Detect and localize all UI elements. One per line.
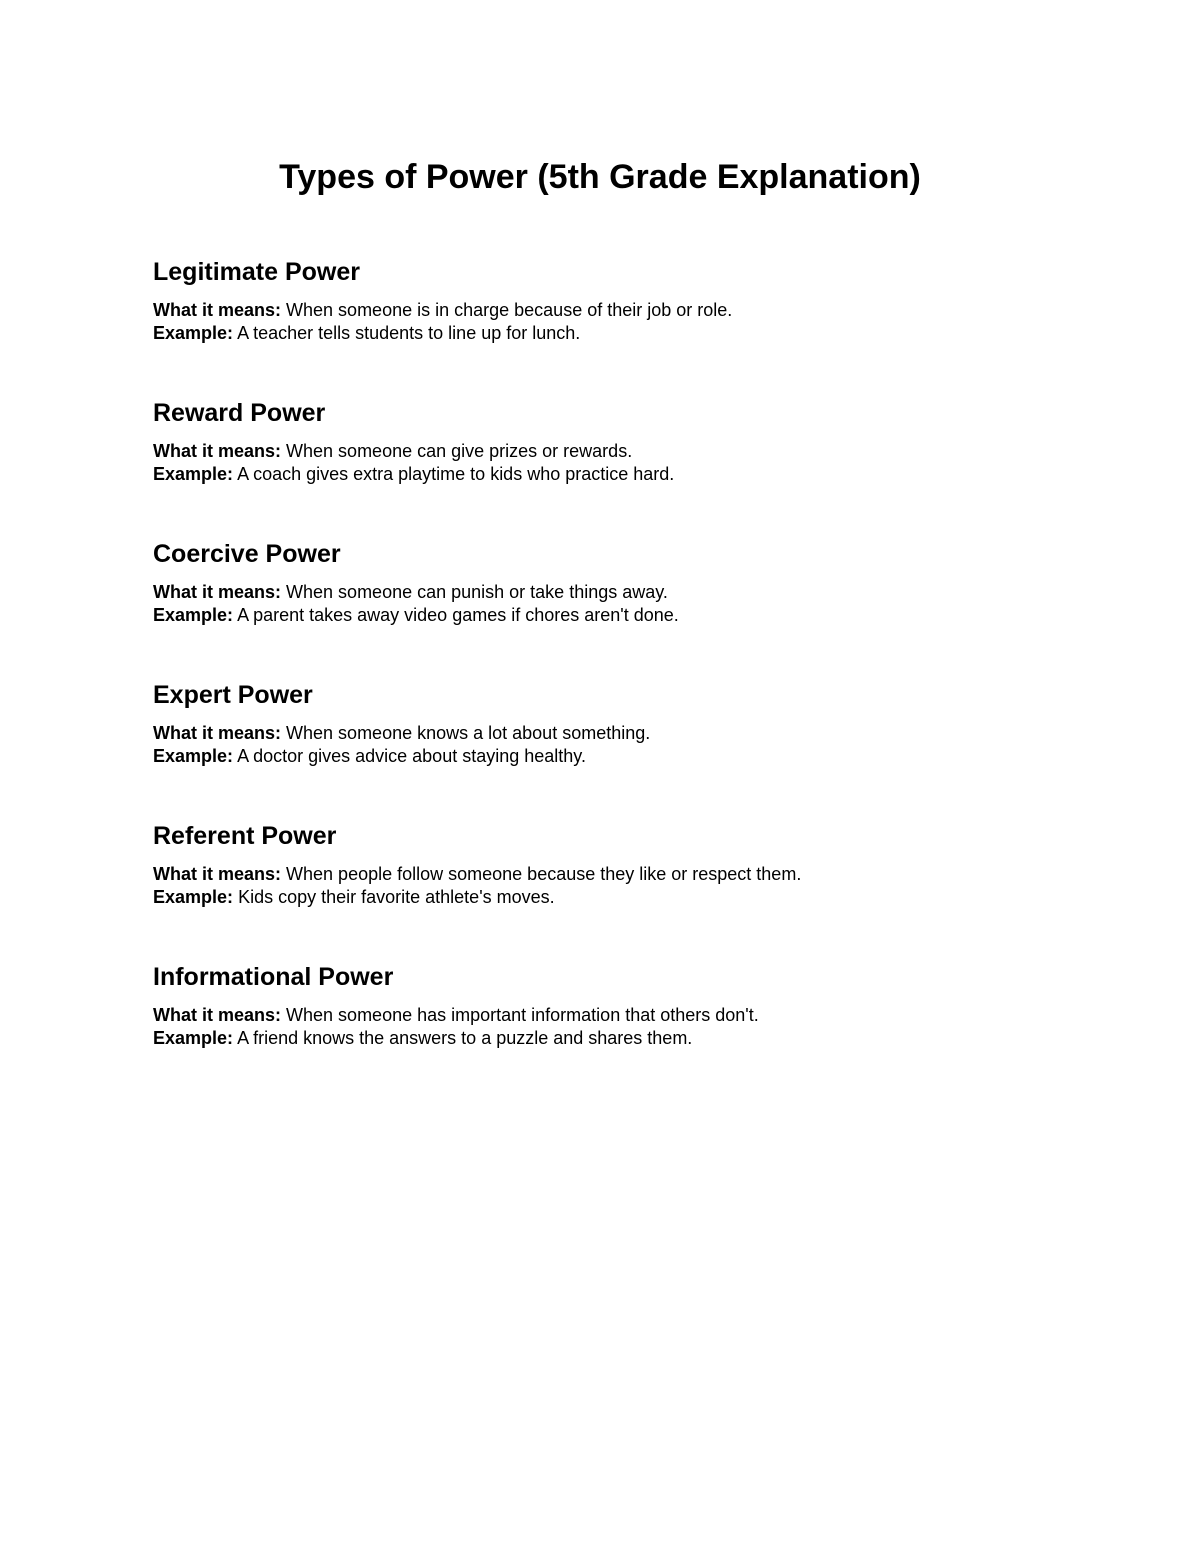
meaning-label: What it means: — [153, 723, 282, 743]
meaning-line — [153, 299, 1053, 322]
section-coercive-power — [153, 538, 1053, 627]
example-text: Kids copy their favorite athlete's moves. — [238, 887, 555, 907]
meaning-line — [153, 1004, 1053, 1027]
meaning-line — [153, 440, 1053, 463]
example-label: Example: — [153, 746, 234, 766]
example-text: A parent takes away video games if chores aren't done. — [237, 605, 679, 625]
section-informational-power — [153, 961, 1053, 1050]
section-heading: Informational Power — [153, 963, 394, 991]
section-heading: Legitimate Power — [153, 258, 360, 286]
meaning-line — [153, 722, 1053, 745]
section-expert-power — [153, 679, 1053, 768]
meaning-label: What it means: — [153, 441, 282, 461]
section-heading: Referent Power — [153, 822, 337, 850]
example-label: Example: — [153, 323, 234, 343]
section-referent-power — [153, 820, 1053, 909]
example-label: Example: — [153, 1028, 234, 1048]
example-line — [153, 745, 1053, 768]
section-reward-power — [153, 397, 1053, 486]
example-text: A coach gives extra playtime to kids who practice hard. — [237, 464, 675, 484]
meaning-label: What it means: — [153, 300, 282, 320]
example-line — [153, 322, 1053, 345]
example-line — [153, 886, 1053, 909]
example-text: A doctor gives advice about staying healthy. — [237, 746, 586, 766]
example-line — [153, 463, 1053, 486]
section-heading: Coercive Power — [153, 540, 341, 568]
example-line — [153, 1027, 1053, 1050]
meaning-line — [153, 581, 1053, 604]
meaning-label: What it means: — [153, 1005, 282, 1025]
example-label: Example: — [153, 887, 234, 907]
section-legitimate-power — [153, 256, 1053, 345]
section-heading: Expert Power — [153, 681, 313, 709]
meaning-text: When someone knows a lot about something. — [286, 723, 651, 743]
meaning-text: When someone has important information that others don't. — [286, 1005, 759, 1025]
meaning-line — [153, 863, 1053, 886]
example-text: A friend knows the answers to a puzzle and shares them. — [237, 1028, 693, 1048]
meaning-text: When someone can punish or take things away. — [286, 582, 668, 602]
meaning-label: What it means: — [153, 864, 282, 884]
meaning-text: When someone can give prizes or rewards. — [286, 441, 633, 461]
example-label: Example: — [153, 605, 234, 625]
section-heading: Reward Power — [153, 399, 326, 427]
example-label: Example: — [153, 464, 234, 484]
example-line — [153, 604, 1053, 627]
example-text: A teacher tells students to line up for lunch. — [237, 323, 581, 343]
page-title: Types of Power (5th Grade Explanation) — [279, 158, 921, 196]
meaning-label: What it means: — [153, 582, 282, 602]
meaning-text: When someone is in charge because of their job or role. — [286, 300, 733, 320]
meaning-text: When people follow someone because they like or respect them. — [286, 864, 802, 884]
